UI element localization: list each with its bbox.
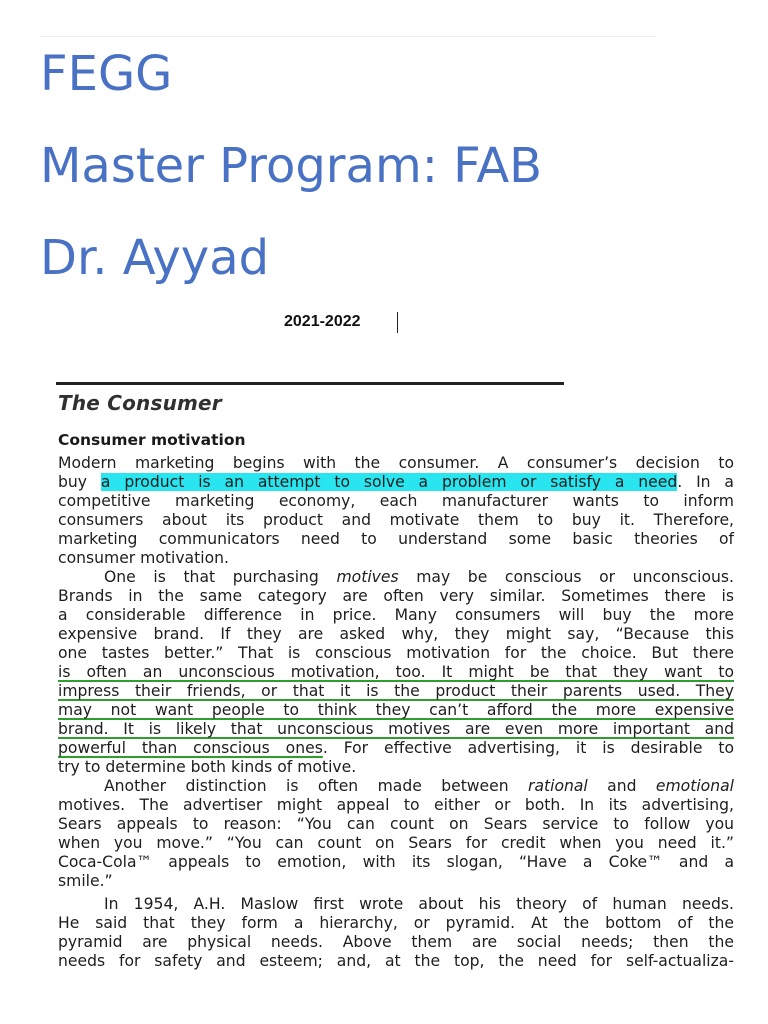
text-line: competitive marketing economy, each manufacturer wants to inform [58, 492, 734, 510]
underlined-line: impress their friends, or that it is the product their parents used. They [58, 682, 734, 700]
underlined-line: may not want people to think they can’t afford the more expensive [58, 701, 734, 719]
text-line: Modern marketing begins with the consumer. A consumer’s decision to [58, 454, 734, 472]
text-line: marketing communicators need to understand some basic theories of [58, 530, 734, 548]
chapter-title: The Consumer [58, 391, 222, 415]
text-line: consumer motivation. [58, 549, 229, 567]
chapter-rule [56, 382, 564, 385]
text-fragment: Another distinction is often made between [104, 777, 509, 795]
academic-year: 2021-2022 [284, 313, 361, 330]
text-line: Brands in the same category are often very similar. Sometimes there is [58, 587, 734, 605]
text-line: Sears appeals to reason: “You can count on Sears service to follow you [58, 815, 734, 833]
underlined-line: brand. It is likely that unconscious motives are even more important and [58, 720, 734, 738]
italic-text: motives [336, 568, 399, 586]
text-fragment: . In a [677, 473, 734, 491]
text-fragment: One is that purchasing [104, 568, 319, 586]
text-line: Coca-Cola™ appeals to emotion, with its slogan, “Have a Coke™ and a [58, 853, 734, 871]
title-line-3: Dr. Ayyad [40, 230, 270, 286]
text-line: expensive brand. If they are asked why, they might say, “Because this [58, 625, 734, 643]
underlined-text: powerful than conscious ones [58, 739, 323, 757]
section-heading: Consumer motivation [58, 431, 246, 449]
text-line [58, 739, 734, 758]
text-line: consumers about its product and motivate them to buy it. Therefore, [58, 511, 734, 529]
text-line: when you move.” “You can count on Sears for credit when you need it.” [58, 834, 734, 852]
text-line [58, 568, 734, 587]
text-fragment: buy [58, 473, 88, 491]
italic-text: rational [528, 777, 588, 795]
text-line [58, 473, 734, 492]
text-line: smile.” [58, 872, 113, 890]
text-fragment: may be conscious or unconscious. [416, 568, 734, 586]
italic-text: emotional [655, 777, 734, 795]
top-rule [40, 36, 656, 37]
text-line: motives. The advertiser might appeal to either or both. In its advertising, [58, 796, 734, 814]
text-line: He said that they form a hierarchy, or pyramid. At the bottom of the [58, 914, 734, 932]
text-line: needs for safety and esteem; and, at the top, the need for self-actualiza- [58, 952, 734, 970]
text-line: a considerable difference in price. Many consumers will buy the more [58, 606, 734, 624]
text-line: one tastes better.” That is conscious motivation for the choice. But there [58, 644, 734, 662]
text-caret [397, 312, 398, 333]
text-fragment: . For effective advertising, it is desirable to [322, 739, 734, 757]
title-line-1: FEGG [40, 46, 173, 102]
title-line-2: Master Program: FAB [40, 138, 543, 194]
text-line: In 1954, A.H. Maslow first wrote about his theory of human needs. [104, 895, 734, 913]
highlighted-text: a product is an attempt to solve a problem or satisfy a need [100, 473, 678, 491]
underlined-line: is often an unconscious motivation, too. It might be that they want to [58, 663, 734, 681]
text-fragment: and [607, 777, 637, 795]
text-line: pyramid are physical needs. Above them are social needs; then the [58, 933, 734, 951]
text-line [58, 777, 734, 796]
scanned-page [56, 382, 738, 1002]
text-line: try to determine both kinds of motive. [58, 758, 357, 776]
